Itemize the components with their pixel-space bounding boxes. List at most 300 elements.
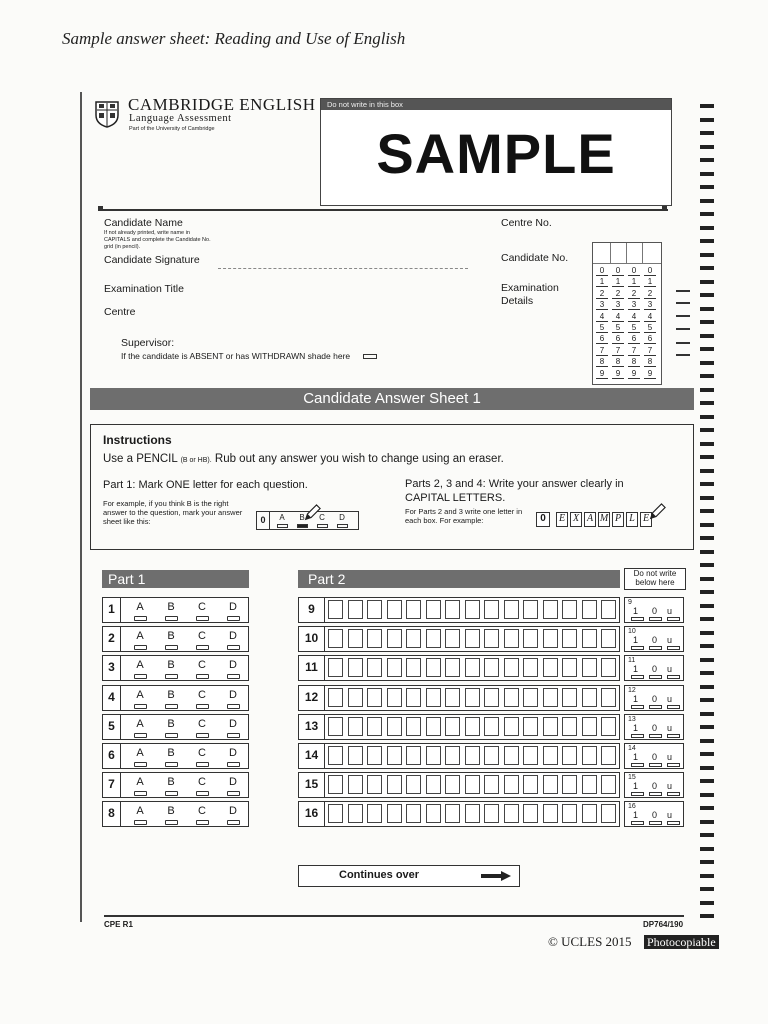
- letter-box[interactable]: [328, 658, 343, 677]
- candidate-grid-digit[interactable]: 8: [628, 358, 640, 367]
- mark-lozenges: [631, 675, 681, 678]
- letter-box[interactable]: [387, 600, 402, 619]
- mark-lozenge: [649, 675, 662, 679]
- letter-box[interactable]: [367, 629, 382, 648]
- letter-box[interactable]: [387, 688, 402, 707]
- example-letter-box: X: [570, 512, 582, 527]
- letter-box[interactable]: [504, 775, 519, 794]
- answer-option[interactable]: A: [131, 776, 149, 788]
- example-letter-box: P: [612, 512, 624, 527]
- timing-mark: [700, 158, 714, 162]
- letter-box[interactable]: [367, 746, 382, 765]
- letter-box[interactable]: [543, 746, 558, 765]
- answer-option[interactable]: A: [131, 689, 149, 701]
- candidate-grid-digit[interactable]: 4: [596, 313, 608, 322]
- examiner-mark-box: [624, 655, 684, 681]
- letter-box[interactable]: [582, 629, 597, 648]
- letter-box[interactable]: [601, 629, 616, 648]
- answer-option[interactable]: D: [224, 601, 242, 613]
- mark-lozenge: [649, 617, 662, 621]
- letter-box[interactable]: [562, 804, 577, 823]
- examiner-mark-box: [624, 685, 684, 711]
- timing-mark: [700, 806, 714, 810]
- mark-lozenge: [667, 617, 680, 621]
- candidate-grid-digit[interactable]: 2: [596, 290, 608, 299]
- letter-box[interactable]: [601, 658, 616, 677]
- crest-icon: [95, 101, 119, 128]
- rule-mark: [662, 206, 667, 211]
- candidate-grid-digit[interactable]: 9: [596, 370, 608, 379]
- letter-box[interactable]: [562, 629, 577, 648]
- letter-box[interactable]: [328, 600, 343, 619]
- mark-label: 0: [652, 722, 658, 733]
- instructions-heading: Instructions: [103, 433, 172, 447]
- candidate-grid-digit[interactable]: 5: [596, 324, 608, 333]
- answer-option[interactable]: C: [193, 659, 211, 671]
- footer-code-left: CPE R1: [104, 920, 133, 929]
- mark-lozenge: [631, 705, 644, 709]
- answer-option[interactable]: D: [224, 718, 242, 730]
- letter-box[interactable]: [328, 804, 343, 823]
- letter-box[interactable]: [523, 629, 538, 648]
- letter-box[interactable]: [582, 775, 597, 794]
- letter-box[interactable]: [426, 658, 441, 677]
- admin-box-bar: Do not write in this box: [321, 99, 671, 110]
- letter-box[interactable]: [445, 804, 460, 823]
- part1-example: [256, 511, 359, 530]
- exam-detail-mark[interactable]: [676, 290, 690, 292]
- letter-box[interactable]: [406, 600, 421, 619]
- timing-mark: [700, 428, 714, 432]
- candidate-grid-digit[interactable]: 9: [612, 370, 624, 379]
- candidate-grid-digit[interactable]: 4: [612, 313, 624, 322]
- letter-box[interactable]: [465, 775, 480, 794]
- letter-box[interactable]: [523, 775, 538, 794]
- letter-box[interactable]: [582, 658, 597, 677]
- candidate-grid-digit[interactable]: 5: [628, 324, 640, 333]
- answer-option[interactable]: B: [162, 776, 180, 788]
- candidate-grid-digit[interactable]: 3: [612, 301, 624, 310]
- letter-box[interactable]: [445, 629, 460, 648]
- letter-box[interactable]: [348, 600, 363, 619]
- letter-box[interactable]: [348, 658, 363, 677]
- candidate-grid-digit[interactable]: 3: [596, 301, 608, 310]
- candidate-grid-digit[interactable]: 9: [644, 370, 656, 379]
- timing-mark: [700, 280, 714, 284]
- examiner-mark-box: [624, 597, 684, 623]
- answer-option[interactable]: D: [224, 747, 242, 759]
- candidate-grid-digit[interactable]: 0: [644, 267, 656, 276]
- mark-lozenges: [631, 734, 681, 737]
- header-rule: [100, 209, 668, 211]
- question-number: 2: [103, 627, 121, 651]
- letter-box[interactable]: [562, 775, 577, 794]
- letter-box[interactable]: [543, 804, 558, 823]
- mark-lozenges: [631, 763, 681, 766]
- exam-detail-mark[interactable]: [676, 342, 690, 344]
- letter-box[interactable]: [445, 688, 460, 707]
- mark-label: 1: [633, 664, 639, 675]
- candidate-grid-digit[interactable]: 6: [644, 335, 656, 344]
- letter-box[interactable]: [406, 717, 421, 736]
- letter-box[interactable]: [504, 717, 519, 736]
- letter-box[interactable]: [465, 688, 480, 707]
- part1-title-bar: [102, 570, 249, 588]
- letter-box[interactable]: [543, 658, 558, 677]
- letter-box[interactable]: [367, 600, 382, 619]
- letter-box[interactable]: [426, 746, 441, 765]
- candidate-grid-digit[interactable]: 2: [628, 290, 640, 299]
- timing-mark: [700, 658, 714, 662]
- mark-lozenge: [631, 792, 644, 796]
- letter-box[interactable]: [484, 717, 499, 736]
- letter-box[interactable]: [543, 629, 558, 648]
- answer-option[interactable]: C: [193, 601, 211, 613]
- answer-option[interactable]: D: [224, 689, 242, 701]
- timing-mark: [700, 185, 714, 189]
- letter-box[interactable]: [582, 804, 597, 823]
- footer-code-right: DP764/190: [643, 920, 684, 929]
- exam-detail-mark[interactable]: [676, 302, 690, 304]
- letter-box[interactable]: [543, 717, 558, 736]
- letter-box[interactable]: [582, 688, 597, 707]
- part2-question-row: [298, 743, 620, 769]
- letter-box[interactable]: [601, 804, 616, 823]
- letter-box[interactable]: [367, 688, 382, 707]
- timing-mark: [700, 320, 714, 324]
- candidate-grid-digit[interactable]: 7: [612, 347, 624, 356]
- letter-box[interactable]: [504, 600, 519, 619]
- mark-label: u: [667, 693, 673, 704]
- exam-details-marks: [676, 282, 690, 362]
- letter-box[interactable]: [484, 688, 499, 707]
- centre-no-label: Centre No.: [501, 217, 552, 229]
- grid-divider: [642, 243, 643, 263]
- candidate-grid-digit[interactable]: 7: [628, 347, 640, 356]
- answer-option[interactable]: B: [162, 718, 180, 730]
- letter-box[interactable]: [601, 717, 616, 736]
- examiner-mark-box: [624, 772, 684, 798]
- mark-lozenges: [631, 821, 681, 824]
- timing-mark: [700, 833, 714, 837]
- letter-box[interactable]: [445, 717, 460, 736]
- letter-box[interactable]: [328, 629, 343, 648]
- candidate-grid-digit[interactable]: 0: [596, 267, 608, 276]
- candidate-grid-digit[interactable]: 0: [612, 267, 624, 276]
- timing-mark: [700, 482, 714, 486]
- timing-mark: [700, 631, 714, 635]
- timing-mark: [700, 239, 714, 243]
- mark-lozenge: [649, 792, 662, 796]
- answer-option[interactable]: A: [131, 718, 149, 730]
- do-not-write-label: Do not write below here: [624, 568, 686, 590]
- absent-shade-box[interactable]: [363, 354, 377, 359]
- letter-box[interactable]: [523, 746, 538, 765]
- answer-option[interactable]: B: [162, 747, 180, 759]
- letter-box[interactable]: [582, 600, 597, 619]
- answer-option[interactable]: B: [162, 630, 180, 642]
- mark-question-number: 11: [628, 657, 636, 665]
- candidate-grid-digit[interactable]: 0: [628, 267, 640, 276]
- letter-box[interactable]: [562, 746, 577, 765]
- candidate-grid-digit[interactable]: 4: [644, 313, 656, 322]
- timing-mark: [700, 874, 714, 878]
- candidate-grid-digit[interactable]: 3: [644, 301, 656, 310]
- answer-option[interactable]: B: [162, 689, 180, 701]
- letter-box[interactable]: [348, 688, 363, 707]
- answer-option[interactable]: C: [193, 718, 211, 730]
- example-option-lozenge: [317, 524, 328, 528]
- candidate-grid-digit[interactable]: 9: [628, 370, 640, 379]
- pencil-note: (B or HB).: [180, 457, 212, 464]
- examiner-mark-box: [624, 743, 684, 769]
- letter-box[interactable]: [406, 688, 421, 707]
- mark-label: 0: [652, 606, 658, 616]
- answer-option[interactable]: B: [162, 659, 180, 671]
- letter-box[interactable]: [387, 775, 402, 794]
- instructions-pencil-line: [103, 453, 504, 465]
- question-number: 14: [299, 744, 325, 768]
- timing-mark: [700, 671, 714, 675]
- letter-box[interactable]: [504, 688, 519, 707]
- letter-box[interactable]: [562, 658, 577, 677]
- question-number: 3: [103, 656, 121, 680]
- letter-box[interactable]: [465, 629, 480, 648]
- candidate-grid-digit[interactable]: 7: [596, 347, 608, 356]
- part2-question-row: [298, 685, 620, 711]
- letter-box[interactable]: [406, 775, 421, 794]
- letter-box[interactable]: [426, 600, 441, 619]
- logo-subtitle: Language Assessment: [129, 113, 232, 124]
- candidate-grid-digit[interactable]: 6: [612, 335, 624, 344]
- letter-box[interactable]: [484, 775, 499, 794]
- mark-lozenge: [667, 821, 680, 825]
- timing-mark: [700, 604, 714, 608]
- answer-option[interactable]: C: [193, 747, 211, 759]
- letter-box[interactable]: [406, 658, 421, 677]
- answer-option[interactable]: D: [224, 776, 242, 788]
- letter-box[interactable]: [367, 804, 382, 823]
- letter-box[interactable]: [445, 658, 460, 677]
- letter-box[interactable]: [348, 717, 363, 736]
- timing-mark: [700, 455, 714, 459]
- question-number: 10: [299, 627, 325, 651]
- exam-detail-mark[interactable]: [676, 328, 690, 330]
- answer-option[interactable]: C: [193, 805, 211, 817]
- letter-box[interactable]: [601, 746, 616, 765]
- letter-box[interactable]: [523, 600, 538, 619]
- candidate-grid-digit[interactable]: 6: [628, 335, 640, 344]
- letter-box[interactable]: [348, 629, 363, 648]
- letter-box[interactable]: [445, 600, 460, 619]
- timing-mark: [700, 145, 714, 149]
- answer-option[interactable]: B: [162, 601, 180, 613]
- candidate-grid-digit[interactable]: 8: [596, 358, 608, 367]
- letter-box[interactable]: [523, 688, 538, 707]
- mark-label: 0: [652, 693, 658, 704]
- letter-box[interactable]: [426, 804, 441, 823]
- letter-box[interactable]: [562, 688, 577, 707]
- example-number: 0: [257, 512, 270, 529]
- candidate-grid-digit[interactable]: 8: [612, 358, 624, 367]
- letter-box[interactable]: [601, 775, 616, 794]
- timing-mark: [700, 712, 714, 716]
- letter-box[interactable]: [543, 775, 558, 794]
- admin-box: [320, 98, 672, 206]
- part1-question-row: [102, 772, 249, 798]
- letter-box[interactable]: [523, 804, 538, 823]
- candidate-grid-digit[interactable]: 3: [628, 301, 640, 310]
- mark-label: u: [667, 606, 673, 616]
- answer-option[interactable]: D: [224, 630, 242, 642]
- letter-box[interactable]: [348, 746, 363, 765]
- candidate-grid-digit[interactable]: 6: [596, 335, 608, 344]
- candidate-grid-digit[interactable]: 8: [644, 358, 656, 367]
- copyright: © UCLES 2015: [548, 934, 632, 949]
- candidate-grid-digit[interactable]: 1: [612, 278, 624, 287]
- letter-box[interactable]: [504, 804, 519, 823]
- answer-option[interactable]: B: [162, 805, 180, 817]
- candidate-name-label: Candidate Name: [104, 217, 183, 229]
- letter-box[interactable]: [426, 775, 441, 794]
- answer-option[interactable]: A: [131, 805, 149, 817]
- timing-mark: [700, 131, 714, 135]
- mark-lozenge: [631, 734, 644, 738]
- exam-detail-mark[interactable]: [676, 354, 690, 356]
- letter-box[interactable]: [367, 775, 382, 794]
- answer-option[interactable]: A: [131, 747, 149, 759]
- letter-box[interactable]: [601, 688, 616, 707]
- letter-box[interactable]: [367, 717, 382, 736]
- letter-box[interactable]: [504, 629, 519, 648]
- letter-box[interactable]: [484, 600, 499, 619]
- candidate-grid-digit[interactable]: 4: [628, 313, 640, 322]
- answer-option[interactable]: D: [224, 805, 242, 817]
- answer-option[interactable]: C: [193, 630, 211, 642]
- timing-mark: [700, 698, 714, 702]
- letter-box[interactable]: [406, 746, 421, 765]
- answer-option[interactable]: D: [224, 659, 242, 671]
- letter-box[interactable]: [445, 775, 460, 794]
- letter-box[interactable]: [484, 658, 499, 677]
- pencil-icon: [648, 503, 666, 521]
- question-number: 12: [299, 686, 325, 710]
- candidate-grid-digit[interactable]: 1: [628, 278, 640, 287]
- candidate-grid-digit[interactable]: 7: [644, 347, 656, 356]
- letter-box[interactable]: [582, 746, 597, 765]
- letter-box[interactable]: [387, 658, 402, 677]
- sample-watermark: SAMPLE: [376, 122, 616, 185]
- letter-box[interactable]: [328, 775, 343, 794]
- candidate-number-grid[interactable]: [592, 242, 662, 385]
- letter-box[interactable]: [582, 717, 597, 736]
- exam-detail-mark[interactable]: [676, 315, 690, 317]
- letter-box[interactable]: [348, 804, 363, 823]
- letter-box[interactable]: [601, 600, 616, 619]
- candidate-grid-digit[interactable]: 5: [612, 324, 624, 333]
- letter-box[interactable]: [426, 717, 441, 736]
- letter-box[interactable]: [543, 688, 558, 707]
- mark-label: 1: [633, 606, 639, 616]
- letter-box[interactable]: [523, 717, 538, 736]
- continues-over-box: [298, 865, 520, 887]
- footer-rule: [104, 915, 684, 917]
- letter-box[interactable]: [387, 717, 402, 736]
- letter-box[interactable]: [562, 600, 577, 619]
- letter-box[interactable]: [328, 688, 343, 707]
- mark-lozenge: [649, 763, 662, 767]
- example-option: C: [319, 513, 325, 522]
- candidate-grid-digit[interactable]: 1: [596, 278, 608, 287]
- mark-lozenges: [631, 792, 681, 795]
- timing-mark: [700, 104, 714, 108]
- examiner-mark-box: [624, 626, 684, 652]
- letter-box[interactable]: [406, 629, 421, 648]
- mark-lozenge: [667, 705, 680, 709]
- letter-box[interactable]: [465, 600, 480, 619]
- candidate-grid-digit[interactable]: 1: [644, 278, 656, 287]
- letter-box[interactable]: [445, 746, 460, 765]
- letter-box[interactable]: [387, 804, 402, 823]
- timing-mark: [700, 820, 714, 824]
- letter-box[interactable]: [387, 746, 402, 765]
- letter-box[interactable]: [465, 804, 480, 823]
- answer-option[interactable]: C: [193, 689, 211, 701]
- letter-box[interactable]: [465, 717, 480, 736]
- timing-mark: [700, 172, 714, 176]
- letter-box[interactable]: [387, 629, 402, 648]
- letter-box[interactable]: [543, 600, 558, 619]
- letter-box[interactable]: [367, 658, 382, 677]
- part2-title-bar: [298, 570, 620, 588]
- part1-question-row: [102, 743, 249, 769]
- part1-question-row: [102, 685, 249, 711]
- letter-box[interactable]: [348, 775, 363, 794]
- mark-lozenge: [667, 734, 680, 738]
- letter-box[interactable]: [465, 746, 480, 765]
- candidate-grid-digit[interactable]: 5: [644, 324, 656, 333]
- letter-box[interactable]: [484, 629, 499, 648]
- timing-mark: [700, 266, 714, 270]
- examiner-mark-box: [624, 714, 684, 740]
- letter-box[interactable]: [328, 746, 343, 765]
- letter-box[interactable]: [484, 804, 499, 823]
- timing-mark: [700, 590, 714, 594]
- letter-box[interactable]: [523, 658, 538, 677]
- candidate-grid-digit[interactable]: 2: [644, 290, 656, 299]
- answer-option[interactable]: A: [131, 601, 149, 613]
- answer-option[interactable]: C: [193, 776, 211, 788]
- candidate-grid-digit[interactable]: 2: [612, 290, 624, 299]
- letter-box[interactable]: [504, 746, 519, 765]
- timing-mark: [700, 401, 714, 405]
- question-number: 8: [103, 802, 121, 826]
- letter-box[interactable]: [426, 688, 441, 707]
- answer-option[interactable]: A: [131, 630, 149, 642]
- example-option: B: [299, 513, 305, 522]
- letter-box[interactable]: [406, 804, 421, 823]
- letter-box[interactable]: [484, 746, 499, 765]
- exam-title-label: Examination Title: [104, 283, 184, 295]
- answer-option[interactable]: A: [131, 659, 149, 671]
- letter-box[interactable]: [426, 629, 441, 648]
- timing-mark: [700, 388, 714, 392]
- letter-box[interactable]: [328, 717, 343, 736]
- letter-box[interactable]: [465, 658, 480, 677]
- letter-box[interactable]: [504, 658, 519, 677]
- timing-mark: [700, 496, 714, 500]
- letter-box[interactable]: [562, 717, 577, 736]
